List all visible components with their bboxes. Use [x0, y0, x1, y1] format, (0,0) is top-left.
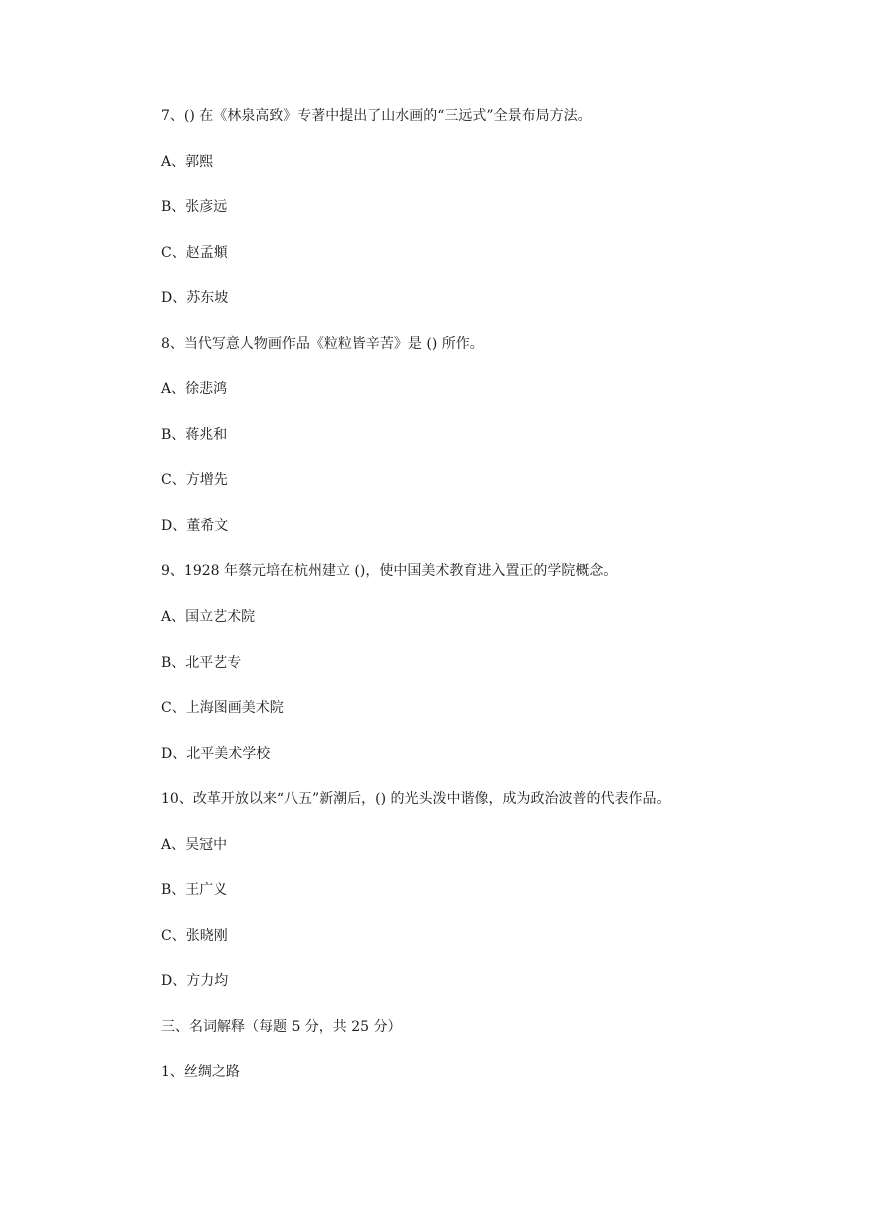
- option-d: D、董希文: [161, 517, 229, 534]
- option-a: A、国立艺术院: [161, 609, 256, 626]
- option-d: D、方力均: [161, 973, 229, 990]
- option-a: A、郭熙: [161, 153, 214, 170]
- question-text: 8、当代写意人物画作品《粒粒皆辛苦》是 () 所作。: [161, 335, 484, 352]
- question-7: [161, 104, 851, 332]
- question-8: [161, 332, 851, 560]
- section-3: [161, 1015, 851, 1106]
- term-item: 1、丝绸之路: [161, 1064, 240, 1081]
- question-text: 7、() 在《林泉高致》专著中提出了山水画的“三远式”全景布局方法。: [161, 108, 592, 124]
- option-c: C、上海图画美术院: [161, 700, 284, 717]
- option-a: A、吴冠中: [161, 836, 228, 853]
- section-heading: 三、名词解释（每题 5 分，共 25 分）: [161, 1018, 402, 1035]
- option-c: C、赵孟頫: [161, 244, 228, 261]
- option-d: D、苏东坡: [161, 290, 229, 307]
- question-text: 10、改革开放以来“八五”新潮后，() 的光头泼中谐像，成为政治波普的代表作品。: [161, 791, 671, 808]
- option-c: C、张晓刚: [161, 927, 228, 944]
- question-10: [161, 787, 851, 1015]
- option-c: C、方增先: [161, 472, 228, 489]
- question-9: [161, 559, 851, 787]
- option-b: B、张彦远: [161, 199, 228, 216]
- option-b: B、北平艺专: [161, 654, 242, 671]
- option-b: B、蒋兆和: [161, 426, 228, 443]
- option-b: B、王广义: [161, 882, 228, 899]
- question-text: 9、1928 年蔡元培在杭州建立 ()，使中国美术教育进入置正的学院概念。: [161, 563, 618, 580]
- option-d: D、北平美术学校: [161, 745, 271, 762]
- document-page: [161, 104, 851, 1106]
- option-a: A、徐悲鸿: [161, 381, 228, 398]
